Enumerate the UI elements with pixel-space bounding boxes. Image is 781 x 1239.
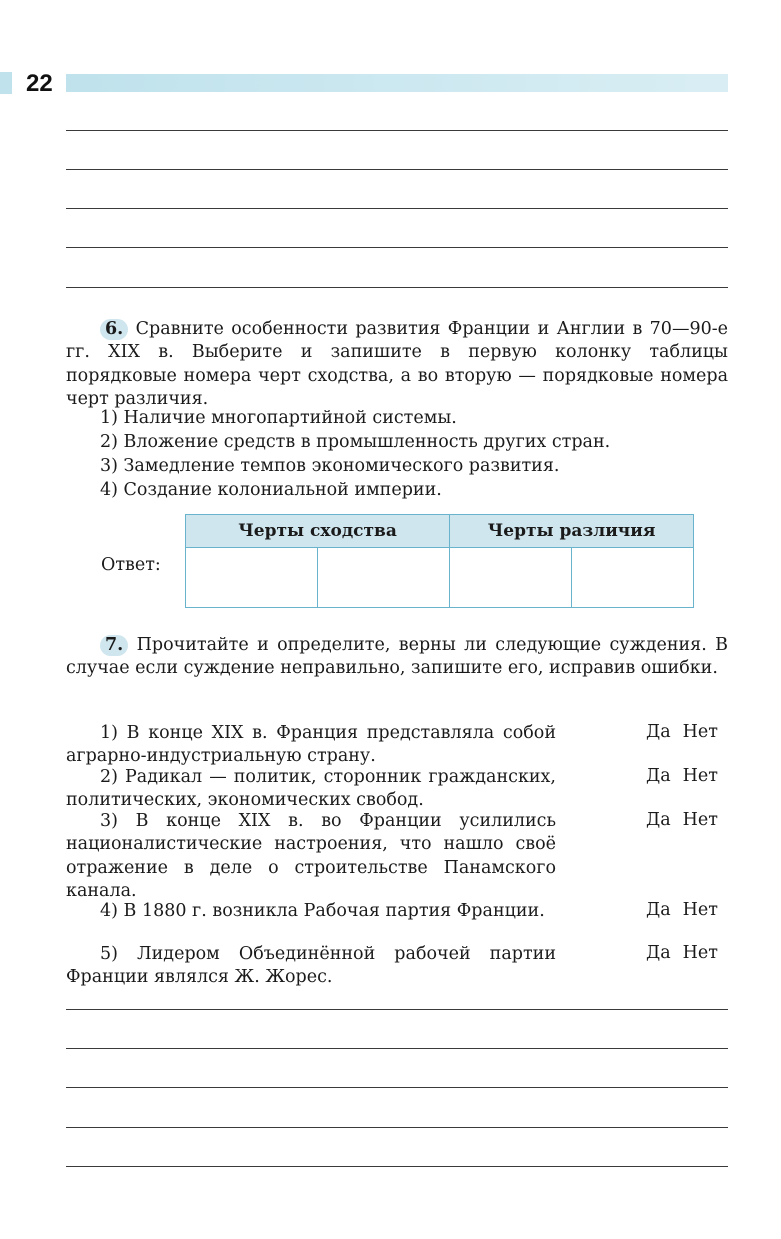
statement: 1) В конце XIX в. Франция представляла собой аграрно-индустриальную страну. bbox=[66, 723, 556, 767]
header-bar bbox=[66, 74, 728, 92]
answer-line[interactable] bbox=[66, 169, 728, 170]
yes-no-choice[interactable] bbox=[646, 810, 718, 830]
yes-option[interactable]: Да bbox=[646, 810, 671, 830]
task6-text: Сравните особенности развития Франции и Англии в 70—90-е гг. XIX в. Выберите и запишите в первую колонку таблицы порядковые номера черт сходства, а во вторую — порядковые номера черт различия. bbox=[66, 319, 728, 410]
answer-table bbox=[185, 514, 694, 608]
task6-option: 2) Вложение средств в промышленность других стран. bbox=[100, 432, 611, 452]
yes-option[interactable]: Да bbox=[646, 722, 671, 742]
task6-prompt bbox=[66, 318, 728, 412]
answer-line[interactable] bbox=[66, 1127, 728, 1128]
answer-cell[interactable] bbox=[450, 548, 572, 608]
answer-line[interactable] bbox=[66, 287, 728, 288]
statement: 2) Радикал — политик, сторонник гражданских, политических, экономических свобод. bbox=[66, 767, 556, 811]
answer-cell[interactable] bbox=[186, 548, 318, 608]
yes-no-choice[interactable] bbox=[646, 943, 718, 963]
no-option[interactable]: Нет bbox=[682, 766, 718, 786]
answer-line[interactable] bbox=[66, 130, 728, 131]
statement: 5) Лидером Объединённой рабочей партии Франции являлся Ж. Жорес. bbox=[66, 944, 556, 988]
statement: 4) В 1880 г. возникла Рабочая партия Франции. bbox=[100, 901, 545, 921]
task7-prompt bbox=[66, 634, 728, 681]
yes-no-choice[interactable] bbox=[646, 766, 718, 786]
page-tab bbox=[0, 72, 12, 94]
no-option[interactable]: Нет bbox=[682, 722, 718, 742]
yes-no-choice[interactable] bbox=[646, 900, 718, 920]
no-option[interactable]: Нет bbox=[682, 943, 718, 963]
no-option[interactable]: Нет bbox=[682, 900, 718, 920]
task6-number: 6. bbox=[100, 319, 128, 340]
task6-option: 1) Наличие многопартийной системы. bbox=[100, 408, 457, 428]
statement: 3) В конце XIX в. во Франции усилились националистические настроения, что нашло своё отражение в деле о строительстве Панамского канала. bbox=[66, 811, 556, 902]
answer-label: Ответ: bbox=[101, 555, 161, 575]
header-differences: Черты различия bbox=[450, 515, 694, 548]
answer-line[interactable] bbox=[66, 1048, 728, 1049]
answer-cell[interactable] bbox=[318, 548, 450, 608]
task6-options bbox=[100, 406, 610, 502]
answer-line[interactable] bbox=[66, 247, 728, 248]
task6-option: 4) Создание колониальной империи. bbox=[100, 480, 442, 500]
yes-option[interactable]: Да bbox=[646, 900, 671, 920]
task6-option: 3) Замедление темпов экономического развития. bbox=[100, 456, 560, 476]
yes-option[interactable]: Да bbox=[646, 766, 671, 786]
task7-number: 7. bbox=[100, 635, 128, 656]
answer-line[interactable] bbox=[66, 1166, 728, 1167]
answer-line[interactable] bbox=[66, 1087, 728, 1088]
no-option[interactable]: Нет bbox=[682, 810, 718, 830]
yes-no-choice[interactable] bbox=[646, 722, 718, 742]
yes-option[interactable]: Да bbox=[646, 943, 671, 963]
answer-line[interactable] bbox=[66, 1009, 728, 1010]
task7-text: Прочитайте и определите, верны ли следующие суждения. В случае если суждение неправильно, запишите его, исправив ошибки. bbox=[66, 635, 728, 679]
answer-cell[interactable] bbox=[572, 548, 694, 608]
header-similarities: Черты сходства bbox=[186, 515, 450, 548]
answer-line[interactable] bbox=[66, 208, 728, 209]
page-number: 22 bbox=[26, 70, 53, 97]
